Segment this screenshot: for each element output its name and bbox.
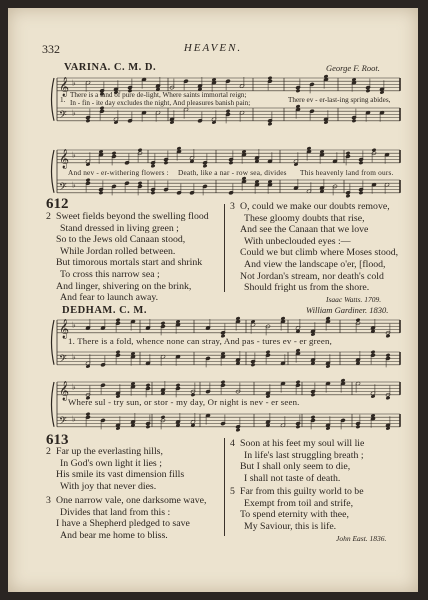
stanza-612-2: 2 Sweet fields beyond the swelling flood Stand dressed in living green ; So to the Jews old Canaan stood, While Jordan rolled between. But timorous mortals start and shrink To cross this narrow sea ; And linger, shivering on the brink, And fear to launch away. <box>46 211 209 304</box>
svg-text:𝄞: 𝄞 <box>59 76 70 97</box>
hymn-number-612: 612 <box>46 196 69 212</box>
svg-text:𝄢: 𝄢 <box>59 414 67 429</box>
svg-text:♭: ♭ <box>72 414 76 424</box>
running-head: HEAVEN. <box>183 42 243 54</box>
hymnal-page <box>8 8 418 592</box>
svg-text:♭: ♭ <box>72 320 76 330</box>
music-staff-dedham-2 <box>48 378 400 444</box>
verse-mark: 1. <box>60 96 66 104</box>
composer-dedham: William Gardiner. 1830. <box>306 305 389 315</box>
stanza-613-3: 3 One narrow vale, one darksome wave, Divides that land from this : I have a Shepherd pledged to save And bear me home to bliss. <box>46 495 207 541</box>
attribution-613: John East. 1836. <box>336 534 387 543</box>
stanza-613-4: 4 Soon at his feet my soul will lie In life's last struggling breath ; But I shall only seem to die, I shall not taste of death. <box>230 438 365 484</box>
attribution-612: Isaac Watts. 1709. <box>326 295 382 304</box>
svg-text:♭: ♭ <box>72 150 76 160</box>
lyrics-varina-line1: There is a land of pure de-light, Where saints immortal reign; <box>70 91 247 99</box>
page-number: 332 <box>42 42 60 56</box>
svg-text:♭: ♭ <box>72 382 76 392</box>
composer-varina: George F. Root. <box>326 63 380 73</box>
svg-text:♭: ♭ <box>72 108 76 118</box>
music-staff-dedham-1 <box>48 316 400 382</box>
svg-text:♭: ♭ <box>72 78 76 88</box>
lyrics-dedham-row1: 1. There is a fold, whence none can stray, And pas - tures ev - er green, <box>68 336 332 346</box>
svg-text:𝄞: 𝄞 <box>59 148 70 169</box>
lyrics-varina-end: There ev - er-last-ing spring abides, <box>288 96 391 104</box>
column-divider <box>224 204 225 292</box>
svg-text:𝄢: 𝄢 <box>59 108 67 123</box>
tune-title-dedham: DEDHAM. C. M. <box>62 305 147 316</box>
stanza-613-5: 5 Far from this guilty world to be Exempt from toil and strife, To spend eternity with thee, My Saviour, this is life. <box>230 486 364 532</box>
stanza-613-2: 2 Far up the everlasting hills, In God's own light it lies ; His smile its vast dimension fills With joy that never dies. <box>46 446 185 492</box>
svg-text:𝄞: 𝄞 <box>59 318 70 339</box>
hymn-number-613: 613 <box>46 432 69 448</box>
svg-text:𝄢: 𝄢 <box>59 352 67 367</box>
music-staff-varina-1 <box>48 74 400 144</box>
tune-title-varina: VARINA. C. M. D. <box>64 62 157 73</box>
lyrics-varina-row2-a: And nev - er-withering flowers : <box>68 168 169 177</box>
column-divider-2 <box>224 438 225 536</box>
svg-text:𝄞: 𝄞 <box>59 380 70 401</box>
svg-text:𝄢: 𝄢 <box>59 180 67 195</box>
lyrics-varina-row2-c: This heavenly land from ours. <box>300 168 394 177</box>
svg-text:♭: ♭ <box>72 180 76 190</box>
stanza-612-3: 3 O, could we make our doubts remove, These gloomy doubts that rise, And see the Canaan that we love With unbeclouded eyes :— Could we but climb where Moses stood, And view the landscape o'er, [flood, Not Jordan's stream, nor death's cold Should fright us from the shore. <box>230 201 399 294</box>
svg-text:♭: ♭ <box>72 352 76 362</box>
lyrics-varina-row2-b: Death, like a nar - row sea, divides <box>178 168 287 177</box>
lyrics-varina-line2: In - fin - ite day excludes the night, And pleasures banish pain; <box>70 99 251 107</box>
lyrics-dedham-row2: Where sul - try sun, or stor - my day, Or night is nev - er seen. <box>68 397 300 407</box>
